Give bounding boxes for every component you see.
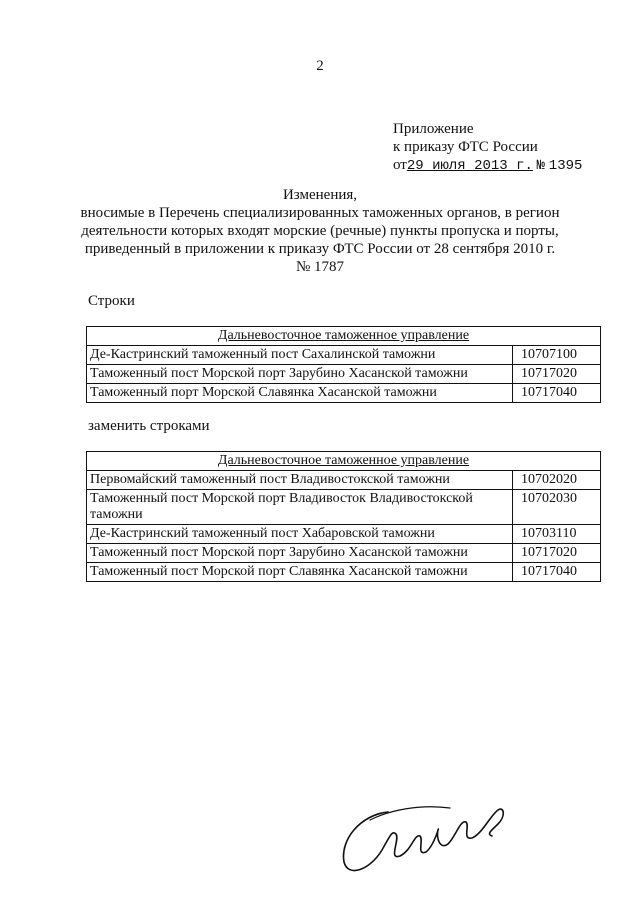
title-line-4: приведенный в приложении к приказу ФТС России от 28 сентября 2010 г. (84, 241, 556, 257)
page-number: 2 (316, 58, 324, 74)
post-name-cell: Таможенный пост Морской порт Зарубино Хасанской таможни (87, 365, 513, 384)
appendix-date-line (393, 156, 582, 175)
handwritten-signature (330, 790, 520, 880)
post-name-cell: Первомайский таможенный пост Владивостокской таможни (87, 471, 513, 490)
post-name-cell: Таможенный пост Морской порт Славянка Хасанской таможни (87, 563, 513, 582)
post-code-cell: 10702030 (513, 490, 601, 525)
table-row (87, 544, 601, 563)
post-code-cell: 10717020 (513, 544, 601, 563)
post-code-cell: 10717020 (513, 365, 601, 384)
post-code-cell: 10717040 (513, 384, 601, 403)
appendix-reference (393, 120, 582, 175)
table-row (87, 490, 601, 525)
table-row (87, 471, 601, 490)
document-title (70, 186, 570, 276)
number-prefix: № (536, 158, 546, 174)
order-date: 29 июля 2013 г. (406, 158, 533, 174)
order-number: 1395 (548, 158, 583, 174)
table-row (87, 563, 601, 582)
table-header-cell: Дальневосточное таможенное управление (87, 327, 601, 346)
post-code-cell: 10717040 (513, 563, 601, 582)
title-line-5: № 1787 (295, 259, 345, 275)
title-line-2: вносимые в Перечень специализированных таможенных органов, в регион (80, 205, 560, 221)
date-prefix: от (393, 157, 407, 173)
post-code-cell: 10702020 (513, 471, 601, 490)
title-line-1: Изменения, (282, 187, 358, 203)
post-name-cell: Таможенный пост Морской порт Владивосток Владивостокской таможни (87, 490, 513, 525)
table-row (87, 365, 601, 384)
table-row (87, 384, 601, 403)
post-name-cell: Де-Кастринский таможенный пост Сахалинской таможни (87, 346, 513, 365)
post-code-cell: 10703110 (513, 525, 601, 544)
table-header-row (87, 327, 601, 346)
table-row (87, 346, 601, 365)
appendix-title: Приложение (393, 121, 474, 137)
title-line-3: деятельности которых входят морские (речные) пункты пропуска и порты, (81, 223, 559, 239)
post-name-cell: Де-Кастринский таможенный пост Хабаровской таможни (87, 525, 513, 544)
label-replace: заменить строками (88, 418, 210, 434)
table-header-row (87, 452, 601, 471)
post-name-cell: Таможенный пост Морской порт Зарубино Хасанской таможни (87, 544, 513, 563)
post-name-cell: Таможенный порт Морской Славянка Хасанской таможни (87, 384, 513, 403)
label-rows: Строки (88, 293, 135, 309)
post-code-cell: 10707100 (513, 346, 601, 365)
table-new-rows (86, 451, 601, 582)
table-header-cell: Дальневосточное таможенное управление (87, 452, 601, 471)
table-row (87, 525, 601, 544)
table-old-rows (86, 326, 601, 403)
appendix-order-ref: к приказу ФТС России (393, 139, 538, 155)
